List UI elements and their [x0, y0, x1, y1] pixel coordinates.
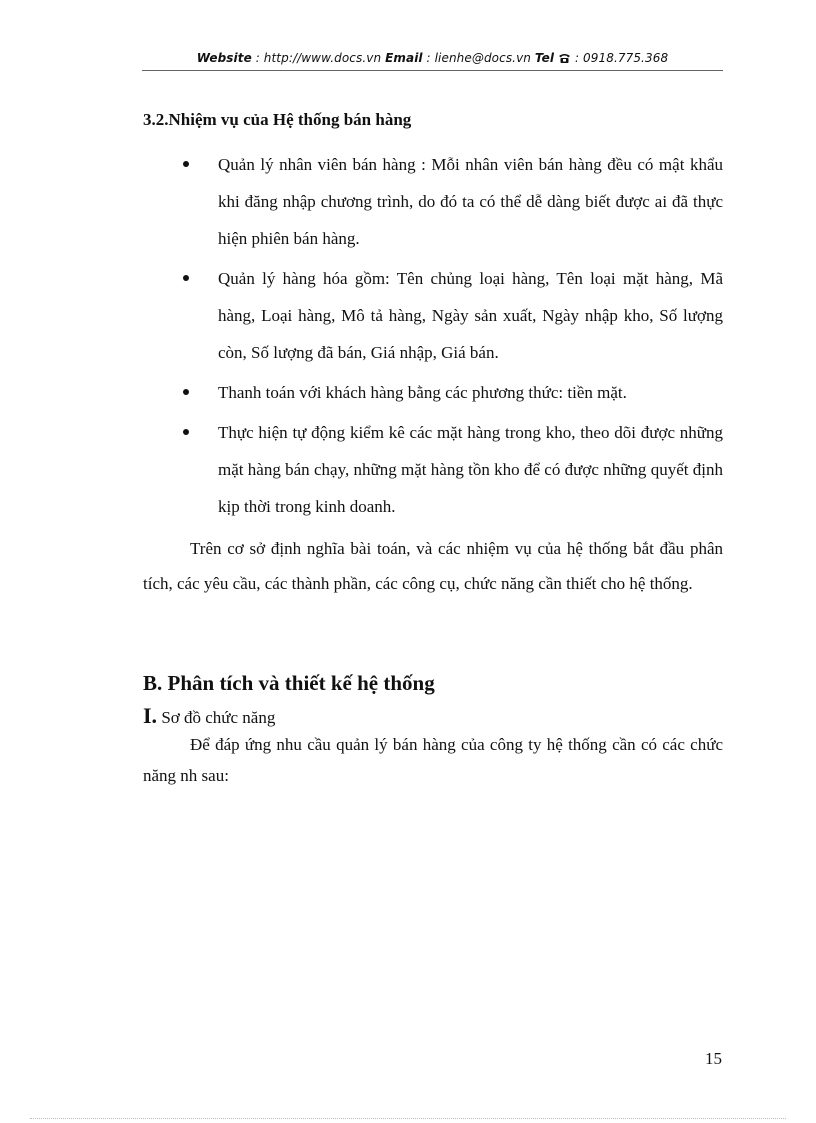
task-list: [143, 146, 723, 528]
bullet-icon: [183, 429, 189, 435]
part-b-heading: B. Phân tích và thiết kế hệ thống: [143, 671, 435, 695]
website-label: Website: [196, 51, 252, 65]
email-label: Email: [385, 51, 423, 65]
page-number: 15: [705, 1049, 722, 1068]
page-edge-divider: [30, 1118, 786, 1119]
list-item: [143, 414, 723, 525]
section-title: 3.2.Nhiệm vụ của Hệ thống bán hàng: [143, 110, 412, 129]
subsection-title: Sơ đồ chức năng: [157, 708, 276, 727]
bullet-icon: [183, 389, 189, 395]
subsection-number: I.: [143, 703, 158, 728]
subsection-heading: [143, 703, 275, 729]
list-item: [143, 260, 723, 371]
list-item: [143, 146, 723, 257]
phone-icon: [558, 52, 571, 67]
summary-paragraph: Trên cơ sở định nghĩa bài toán, và các nhiệm vụ của hệ thống bắt đầu phân tích, các yêu cầu, các thành phần, các công cụ, chức năng cần thiết cho hệ thống.: [143, 539, 723, 593]
list-item: [143, 374, 723, 411]
list-item-text: Quản lý nhân viên bán hàng : Mỗi nhân viên bán hàng đều có mật khẩu khi đăng nhập chương trình, do đó ta có thể dễ dàng biết được ai đã thực hiện phiên bán hàng.: [218, 155, 723, 248]
header-divider: [142, 70, 723, 71]
intro-paragraph: Để đáp ứng nhu cầu quản lý bán hàng của công ty hệ thống cần có các chức năng nh sau:: [143, 735, 723, 785]
bullet-icon: [183, 275, 189, 281]
website-value: : http://www.docs.vn: [251, 51, 386, 65]
bullet-icon: [183, 161, 189, 167]
tel-value: : 0918.775.368: [571, 51, 669, 65]
list-item-text: Quản lý hàng hóa gồm: Tên chủng loại hàng, Tên loại mặt hàng, Mã hàng, Loại hàng, Mô tả hàng, Ngày sản xuất, Ngày nhập kho, Số lượng còn, Số lượng đã bán, Giá nhập, Giá bán.: [218, 269, 723, 362]
list-item-text: Thanh toán với khách hàng bằng các phương thức: tiền mặt.: [218, 383, 627, 402]
email-value: : lienhe@docs.vn: [422, 51, 535, 65]
list-item-text: Thực hiện tự động kiểm kê các mặt hàng trong kho, theo dõi được những mặt hàng bán chạy, những mặt hàng tồn kho để có được những quyết định kịp thời trong kinh doanh.: [218, 423, 723, 516]
page-header: [142, 51, 723, 69]
tel-label: Tel: [534, 51, 555, 65]
